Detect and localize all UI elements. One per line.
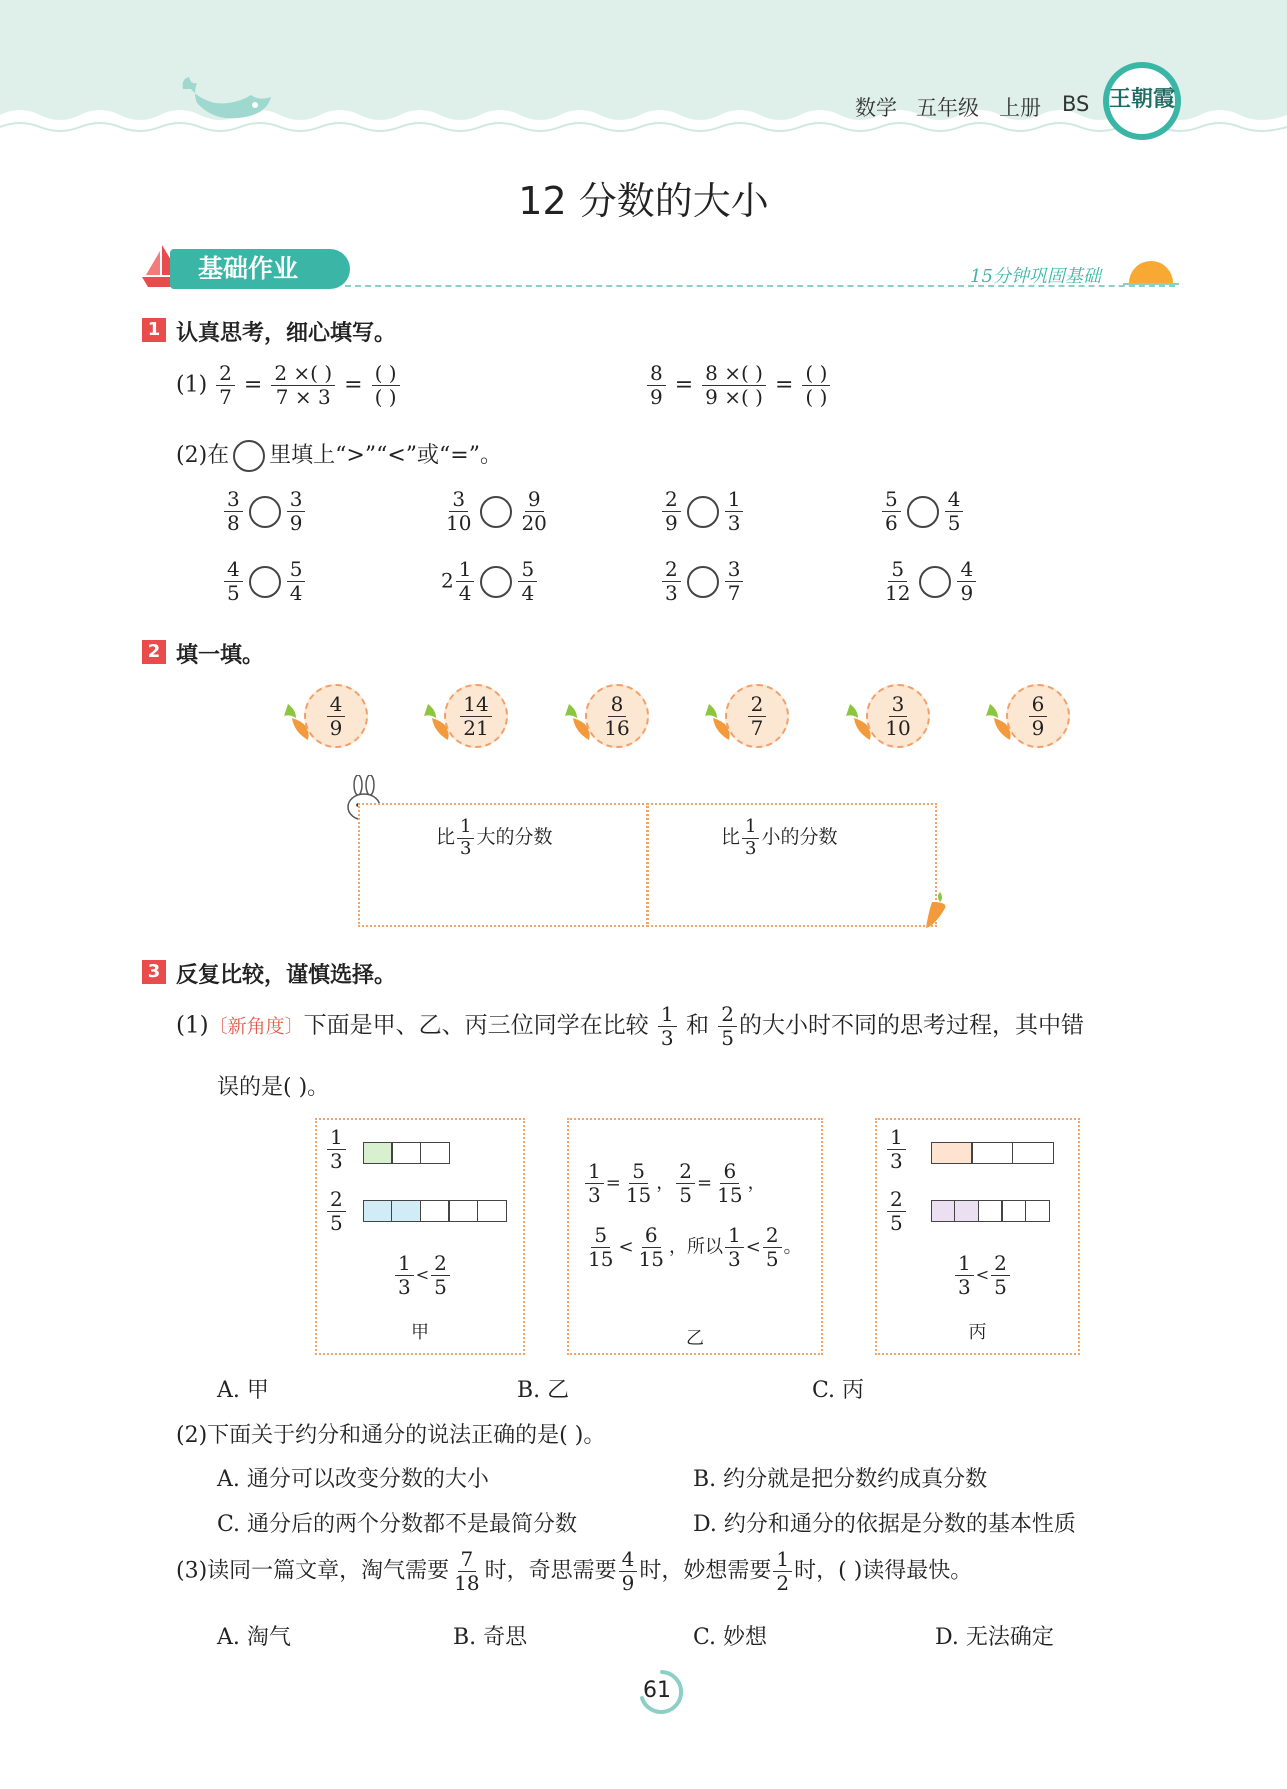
option-b[interactable]: B. 奇思: [453, 1625, 528, 1650]
option-b[interactable]: B. 乙: [517, 1378, 570, 1403]
blank-fraction[interactable]: $\frac{( )}{( )}$: [802, 362, 830, 409]
carrot-fraction: $\frac{4}{9}$: [282, 684, 364, 756]
carrot-fraction: $\frac{8}{16}$: [563, 684, 645, 756]
option-d[interactable]: D. 约分和通分的依据是分数的基本性质: [693, 1512, 1076, 1537]
compare-item: 2 $\frac{1}{4}$ $\frac{5}{4}$: [441, 558, 539, 605]
brand-logo: 王朝霞: [1103, 62, 1181, 140]
answer-circle[interactable]: [919, 566, 951, 598]
option-a[interactable]: A. 通分可以改变分数的大小: [217, 1467, 489, 1492]
question-number: 2: [142, 640, 166, 664]
bar-model-fifths: [364, 1200, 507, 1222]
answer-circle[interactable]: [480, 566, 512, 598]
compare-item: $\frac{5}{12}$ $\frac{4}{9}$: [880, 558, 978, 605]
bar-model-thirds: [932, 1142, 1054, 1164]
option-c[interactable]: C. 妙想: [693, 1625, 768, 1650]
panel-label: 乙: [686, 1328, 704, 1349]
edition-label: BS: [1062, 92, 1090, 116]
answer-circle[interactable]: [687, 496, 719, 528]
answer-box-less[interactable]: 比 $\frac{1}{3}$ 小的分数: [647, 803, 937, 927]
q1-part2-instruction: (2)在 里填上“>”“<”或“=”。: [176, 438, 502, 472]
blank-fraction[interactable]: $\frac{8 \times( )}{9 \times( )}$: [702, 362, 766, 409]
option-c[interactable]: C. 通分后的两个分数都不是最简分数: [217, 1512, 578, 1537]
question-number: 1: [142, 318, 166, 342]
panel-bing: $\frac{1}{3}$ $\frac{2}{5}$ $\frac{1}{3}$ < $\frac{2}{5}$ 丙: [875, 1118, 1080, 1355]
compare-item: $\frac{4}{5}$ $\frac{5}{4}$: [222, 558, 307, 605]
whale-icon: [175, 75, 275, 133]
answer-circle[interactable]: [687, 566, 719, 598]
compare-item: $\frac{2}{3}$ $\frac{3}{7}$: [660, 558, 745, 605]
panel-label: 丙: [968, 1322, 987, 1343]
question-title: 填一填。: [176, 643, 265, 668]
compare-item: $\frac{2}{9}$ $\frac{1}{3}$: [660, 488, 745, 535]
answer-circle[interactable]: [907, 496, 939, 528]
option-b[interactable]: B. 约分就是把分数约成真分数: [693, 1467, 988, 1492]
page-number: 61: [643, 1678, 671, 1703]
question-number: 3: [142, 960, 166, 984]
carrot-fraction: $\frac{6}{9}$: [984, 684, 1066, 756]
carrot-fraction: $\frac{14}{21}$: [422, 684, 504, 756]
panel-label: 甲: [411, 1322, 429, 1343]
grade-label: 五年级: [916, 96, 979, 120]
question-title: 反复比较，谨慎选择。: [176, 963, 397, 988]
compare-item: $\frac{5}{6}$ $\frac{4}{5}$: [880, 488, 965, 535]
panel-jia: $\frac{1}{3}$ $\frac{2}{5}$ $\frac{1}{3}$ < $\frac{2}{5}$ 甲: [315, 1118, 525, 1355]
carrot-fraction: $\frac{2}{7}$: [703, 684, 785, 756]
q3-part1-line2: 误的是( )。: [217, 1075, 330, 1100]
option-a[interactable]: A. 淘气: [217, 1625, 291, 1650]
section-header: 基础作业: [170, 249, 350, 289]
sunrise-icon: [1123, 253, 1179, 287]
option-c[interactable]: C. 丙: [812, 1378, 865, 1403]
carrot-icon: [922, 890, 952, 930]
compare-item: $\frac{3}{8}$ $\frac{3}{9}$: [222, 488, 307, 535]
answer-circle[interactable]: [249, 566, 281, 598]
subject-label: 数学: [855, 96, 897, 120]
section-tag: 15分钟巩固基础: [970, 266, 1101, 287]
q3-part1-text: (1)〔新角度〕下面是甲、乙、丙三位同学在比较 $\frac{1}{3}$ 和 $\frac{2}{5}$ 的大小时不同的思考过程，其中错: [176, 1002, 1085, 1050]
volume-label: 上册: [999, 96, 1041, 120]
question-title: 认真思考，细心填写。: [176, 321, 397, 346]
bar-model-thirds: [364, 1142, 450, 1164]
circle-icon: [233, 440, 265, 472]
blank-fraction[interactable]: $\frac{2 \times( )}{7 \times 3}$: [271, 362, 335, 409]
q3-part3-text: (3)读同一篇文章，淘气需要 $\frac{7}{18}$ 时，奇思需要 $\frac{4}{9}$ 时，妙想需要 $\frac{1}{2}$ 时，( )读得最快。: [176, 1547, 973, 1595]
panel-yi: $\frac{1}{3}$ = $\frac{5}{15}$ ， $\frac{2}{5}$ = $\frac{6}{15}$ ， $\frac{5}{15}$ < $\frac{6}{15}$ ，所以 $\frac{1}{3}$ < $\frac{2}{5}$ 。 乙: [567, 1118, 823, 1355]
q3-part2-text: (2)下面关于约分和通分的说法正确的是( )。: [176, 1423, 606, 1448]
answer-circle[interactable]: [480, 496, 512, 528]
bar-model-fifths: [932, 1200, 1050, 1222]
answer-box-greater[interactable]: 比 $\frac{1}{3}$ 大的分数: [358, 803, 648, 927]
compare-item: $\frac{3}{10}$ $\frac{9}{20}$: [446, 487, 547, 535]
option-a[interactable]: A. 甲: [217, 1378, 269, 1403]
q1-part1-b: $\frac{8}{9}$ = $\frac{8 \times( )}{9 \times( )}$ = $\frac{( )}{( )}$: [645, 362, 832, 409]
page-title: 12 分数的大小: [518, 179, 769, 223]
option-d[interactable]: D. 无法确定: [935, 1625, 1054, 1650]
blank-fraction[interactable]: $\frac{( )}{( )}$: [372, 362, 400, 409]
q1-part1: (1) $\frac{2}{7}$ = $\frac{2 \times( )}{7 \times 3}$ = $\frac{( )}{( )}$: [176, 362, 402, 409]
carrot-fraction: $\frac{3}{10}$: [844, 684, 926, 756]
answer-circle[interactable]: [249, 496, 281, 528]
